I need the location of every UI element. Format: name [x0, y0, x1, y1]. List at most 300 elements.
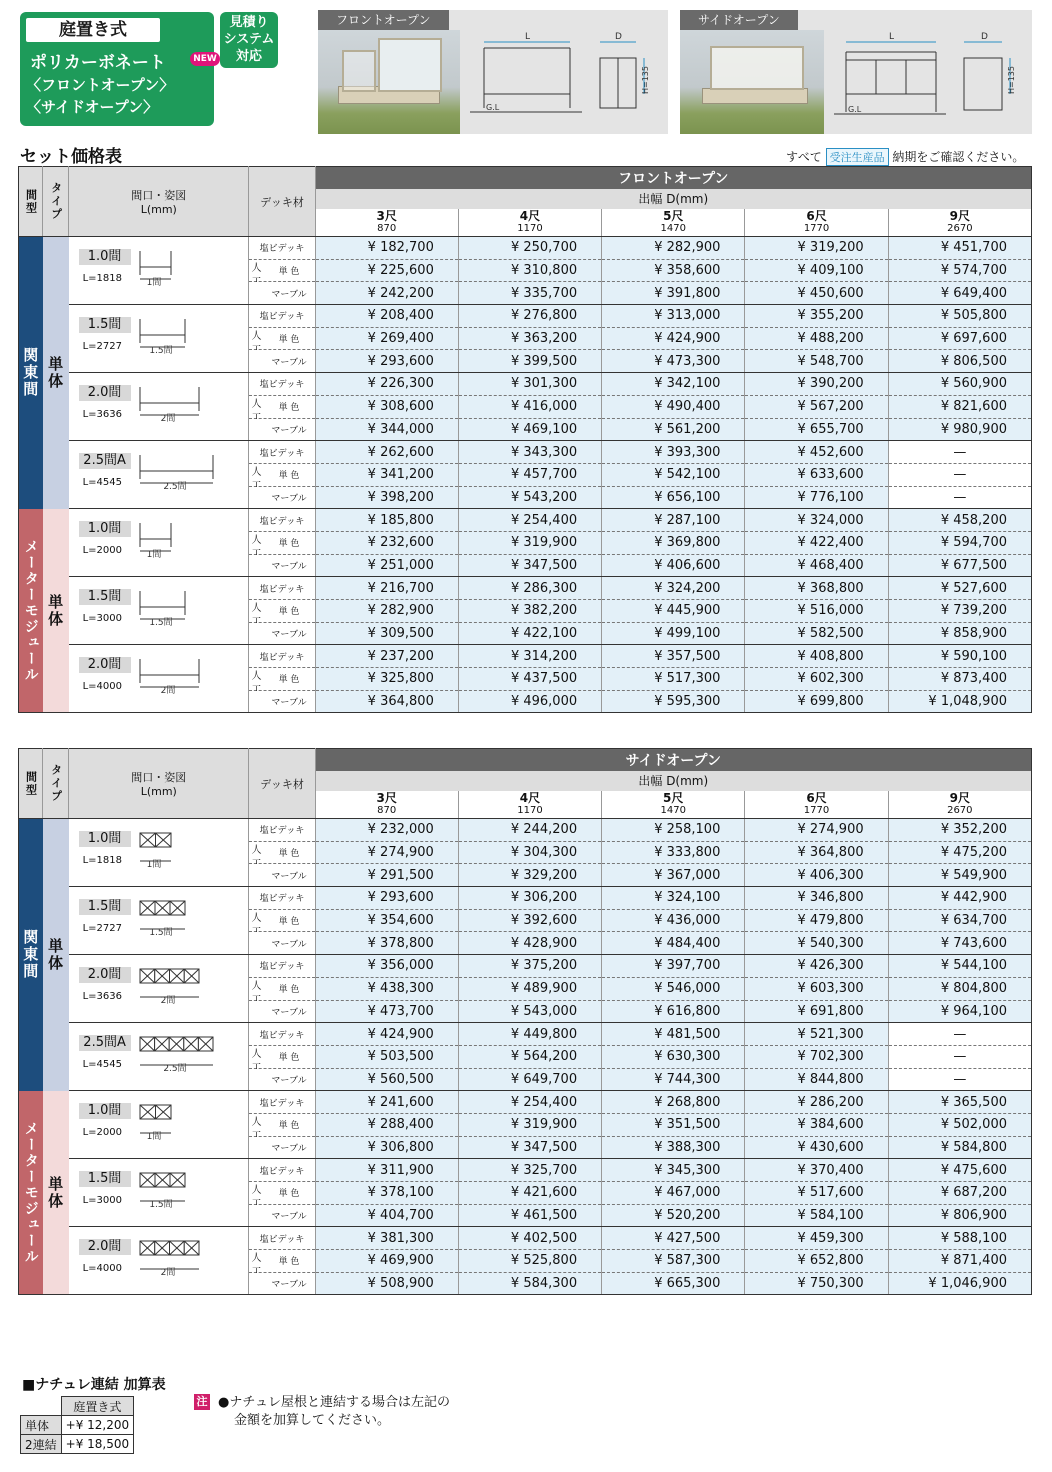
kantou-group: 関東間 — [19, 819, 43, 1091]
deck-single: 人 単 色 — [249, 259, 315, 282]
price-cell: ¥ 980,900 — [888, 418, 1031, 441]
price-cell: ¥ 424,900 — [602, 327, 745, 350]
deck-marble: マーブル — [249, 1272, 315, 1295]
price-cell: ¥ 282,900 — [315, 600, 458, 623]
price-cell: ¥ 634,700 — [888, 909, 1031, 932]
frontage-cell — [69, 373, 249, 441]
price-cell: ¥ 467,000 — [602, 1182, 745, 1205]
price-cell: ¥ 286,300 — [458, 577, 601, 600]
price-cell: ¥ 276,800 — [458, 305, 601, 328]
price-cell: ¥ 310,800 — [458, 259, 601, 282]
price-cell: ¥ 516,000 — [745, 600, 888, 623]
frontage-size: 1.5間 — [79, 317, 131, 333]
price-cell: ¥ 656,100 — [602, 486, 745, 509]
frontage-length: L=3000 — [82, 1195, 122, 1207]
price-cell: ¥ 325,700 — [458, 1159, 601, 1182]
price-cell: ¥ 595,300 — [602, 690, 745, 713]
frontage-cell — [69, 577, 249, 645]
price-cell: ¥ 481,500 — [602, 1023, 745, 1046]
svg-text:G.L: G.L — [486, 103, 500, 112]
deck-pvc: 塩ビデッキ — [249, 887, 315, 910]
price-cell: ¥ 335,700 — [458, 282, 601, 305]
price-cell: ¥ 459,300 — [745, 1227, 888, 1250]
price-cell: ¥ 461,500 — [458, 1204, 601, 1227]
price-cell: ¥ 488,200 — [745, 327, 888, 350]
price-cell: ¥ 232,600 — [315, 531, 458, 554]
price-cell: ¥ 406,300 — [745, 864, 888, 887]
price-cell: ¥ 449,800 — [458, 1023, 601, 1046]
price-cell: ¥ 364,800 — [315, 690, 458, 713]
price-cell: ¥ 502,000 — [888, 1113, 1031, 1136]
kengata-header: 間型 — [19, 167, 43, 237]
frontage-diagram-icon — [137, 1167, 195, 1211]
price-cell: ¥ 393,300 — [602, 441, 745, 464]
price-cell: ¥ 540,300 — [745, 932, 888, 955]
price-cell: ¥ 437,500 — [458, 668, 601, 691]
depth-col-2: 5尺 1470 — [602, 209, 745, 237]
price-cell: ¥ 564,200 — [458, 1045, 601, 1068]
price-cell: ¥ 286,200 — [745, 1091, 888, 1114]
price-cell: ¥ 520,200 — [602, 1204, 745, 1227]
price-cell: ¥ 378,100 — [315, 1182, 458, 1205]
price-cell: ¥ 655,700 — [745, 418, 888, 441]
price-cell: ¥ 489,900 — [458, 977, 601, 1000]
side-open-label: サイドオープン — [680, 10, 798, 30]
price-cell: ¥ 873,400 — [888, 668, 1031, 691]
price-cell: ¥ 342,100 — [602, 373, 745, 396]
frontage-cell — [69, 645, 249, 713]
svg-text:G.L: G.L — [848, 105, 862, 114]
svg-text:1間: 1間 — [146, 550, 161, 561]
deck-single: 人 単 色 — [249, 395, 315, 418]
price-cell: ¥ 237,200 — [315, 645, 458, 668]
price-cell: ¥ 288,400 — [315, 1113, 458, 1136]
deck-pvc: 塩ビデッキ — [249, 509, 315, 532]
price-cell: — — [888, 463, 1031, 486]
price-cell: — — [888, 1068, 1031, 1091]
depth-col-3: 6尺 1770 — [745, 209, 888, 237]
price-cell: ¥ 543,200 — [458, 486, 601, 509]
price-cell: ¥ 630,300 — [602, 1045, 745, 1068]
price-cell: ¥ 363,200 — [458, 327, 601, 350]
price-cell: — — [888, 1023, 1031, 1046]
price-cell: ¥ 964,100 — [888, 1000, 1031, 1023]
frontage-size: 1.5間 — [79, 1171, 131, 1187]
price-cell: ¥ 390,200 — [745, 373, 888, 396]
price-cell: ¥ 871,400 — [888, 1250, 1031, 1273]
price-cell: ¥ 602,300 — [745, 668, 888, 691]
frontage-diagram-icon — [137, 827, 181, 871]
price-cell: ¥ 397,700 — [602, 955, 745, 978]
front-open-label: フロントオープン — [318, 10, 449, 30]
price-cell: ¥ 469,100 — [458, 418, 601, 441]
price-cell: ¥ 291,500 — [315, 864, 458, 887]
side-open-photo — [680, 30, 824, 134]
price-cell: ¥ 699,800 — [745, 690, 888, 713]
price-cell: ¥ 388,300 — [602, 1136, 745, 1159]
type-header: タイプ — [43, 749, 69, 819]
frontage-length: L=2727 — [82, 341, 122, 353]
frontage-size: 1.0間 — [79, 249, 131, 265]
frontage-cell — [69, 1159, 249, 1227]
price-cell: ¥ 424,900 — [315, 1023, 458, 1046]
deck-marble: マーブル — [249, 690, 315, 713]
kantou-group: 関東間 — [19, 237, 43, 509]
deck-marble: マーブル — [249, 554, 315, 577]
price-cell: ¥ 274,900 — [745, 819, 888, 842]
side-open-diagram — [834, 30, 1032, 134]
deck-marble: マーブル — [249, 282, 315, 305]
badge-side: 〈サイドオープン〉 — [26, 98, 159, 116]
price-cell: ¥ 241,600 — [315, 1091, 458, 1114]
badge-title: 庭置き式 — [26, 18, 160, 42]
deck-marble: マーブル — [249, 350, 315, 373]
price-cell: ¥ 398,200 — [315, 486, 458, 509]
price-cell: ¥ 357,500 — [602, 645, 745, 668]
deck-marble: マーブル — [249, 1068, 315, 1091]
frontage-diagram-icon — [137, 517, 181, 561]
price-cell: ¥ 430,600 — [745, 1136, 888, 1159]
frontage-size: 2.5間A — [79, 453, 131, 469]
price-cell: ¥ 391,800 — [602, 282, 745, 305]
frontage-length: L=3636 — [82, 991, 122, 1003]
price-cell: ¥ 365,500 — [888, 1091, 1031, 1114]
price-cell: ¥ 806,500 — [888, 350, 1031, 373]
svg-text:1.5間: 1.5間 — [148, 928, 173, 939]
depth-col-2: 5尺 1470 — [602, 791, 745, 819]
price-cell: ¥ 665,300 — [602, 1272, 745, 1295]
frontage-length: L=1818 — [82, 273, 122, 284]
price-cell: ¥ 546,000 — [602, 977, 745, 1000]
deck-single: 人 単 色 — [249, 463, 315, 486]
price-cell: ¥ 324,100 — [602, 887, 745, 910]
price-cell: ¥ 587,300 — [602, 1250, 745, 1273]
addon-table: 庭置き式 単体 +¥ 12,200 2連結 +¥ 18,500 — [20, 1396, 134, 1454]
price-cell: ¥ 293,600 — [315, 887, 458, 910]
deck-single: 人 単 色 — [249, 841, 315, 864]
price-cell: ¥ 287,100 — [602, 509, 745, 532]
price-cell: ¥ 345,300 — [602, 1159, 745, 1182]
frontage-diagram-icon — [137, 1235, 209, 1279]
frontage-diagram-icon — [137, 963, 209, 1007]
addon-note: ●ナチュレ屋根と連結する場合は左記の 金額を加算してください。 — [218, 1395, 450, 1428]
deck-single: 人 単 色 — [249, 1182, 315, 1205]
deck-pvc: 塩ビデッキ — [249, 1159, 315, 1182]
deck-pvc: 塩ビデッキ — [249, 441, 315, 464]
addon-title: ■ナチュレ連結 加算表 — [22, 1377, 166, 1393]
deck-pvc: 塩ビデッキ — [249, 1227, 315, 1250]
price-cell: ¥ 739,200 — [888, 600, 1031, 623]
price-cell: ¥ 560,500 — [315, 1068, 458, 1091]
frontage-length: L=2727 — [82, 923, 122, 935]
price-cell: ¥ 445,900 — [602, 600, 745, 623]
tantai-meter: 単体 — [43, 509, 69, 713]
deck-marble: マーブル — [249, 622, 315, 645]
price-cell: ¥ 358,600 — [602, 259, 745, 282]
price-cell: ¥ 496,000 — [458, 690, 601, 713]
tantai-meter: 単体 — [43, 1091, 69, 1295]
deck-single: 人 単 色 — [249, 909, 315, 932]
deck-pvc: 塩ビデッキ — [249, 955, 315, 978]
price-cell: ¥ 806,900 — [888, 1204, 1031, 1227]
price-cell: ¥ 452,600 — [745, 441, 888, 464]
svg-text:H=135: H=135 — [641, 66, 650, 94]
price-cell: ¥ 603,300 — [745, 977, 888, 1000]
frontage-diagram-icon — [137, 1099, 181, 1143]
price-cell: ¥ 406,600 — [602, 554, 745, 577]
price-cell: ¥ 702,300 — [745, 1045, 888, 1068]
svg-text:1間: 1間 — [146, 278, 161, 288]
section-title: セット価格表 — [20, 147, 122, 167]
price-cell: ¥ 354,600 — [315, 909, 458, 932]
deck-header: デッキ材 — [249, 749, 315, 819]
deck-pvc: 塩ビデッキ — [249, 577, 315, 600]
svg-text:1.5間: 1.5間 — [148, 1200, 173, 1211]
type-header: タイプ — [43, 167, 69, 237]
frontage-length: L=3636 — [82, 409, 122, 421]
svg-text:D: D — [981, 32, 988, 42]
frontage-cell — [69, 305, 249, 373]
price-cell: ¥ 364,800 — [745, 841, 888, 864]
frontage-cell — [69, 955, 249, 1023]
deck-header: デッキ材 — [249, 167, 315, 237]
front-open-diagram — [470, 30, 668, 134]
front-open-price-table — [18, 166, 1032, 713]
frontage-size: 1.0間 — [79, 831, 131, 847]
price-cell: ¥ 258,100 — [602, 819, 745, 842]
svg-text:L: L — [889, 32, 895, 42]
price-cell: ¥ 262,600 — [315, 441, 458, 464]
price-cell: ¥ 304,300 — [458, 841, 601, 864]
price-cell: ¥ 543,000 — [458, 1000, 601, 1023]
price-cell: ¥ 208,400 — [315, 305, 458, 328]
price-cell: ¥ 549,900 — [888, 864, 1031, 887]
price-cell: ¥ 697,600 — [888, 327, 1031, 350]
frontage-length: L=4000 — [82, 1263, 122, 1275]
deck-single: 人 単 色 — [249, 1113, 315, 1136]
price-cell: ¥ 306,200 — [458, 887, 601, 910]
svg-text:1.5間: 1.5間 — [148, 618, 173, 629]
deck-marble: マーブル — [249, 1000, 315, 1023]
price-cell: ¥ 450,600 — [745, 282, 888, 305]
deck-single: 人 単 色 — [249, 531, 315, 554]
price-cell: ¥ 542,100 — [602, 463, 745, 486]
badge-front: 〈フロントオープン〉 — [26, 76, 175, 94]
svg-text:D: D — [615, 32, 622, 42]
price-cell: ¥ 384,600 — [745, 1113, 888, 1136]
deck-single: 人 単 色 — [249, 327, 315, 350]
price-cell: ¥ 858,900 — [888, 622, 1031, 645]
price-cell: ¥ 422,400 — [745, 531, 888, 554]
frontage-header: 間口・姿図 L(mm) — [69, 749, 249, 819]
price-cell: ¥ 226,300 — [315, 373, 458, 396]
deck-single: 人 単 色 — [249, 1045, 315, 1068]
price-cell: ¥ 544,100 — [888, 955, 1031, 978]
price-cell: ¥ 404,700 — [315, 1204, 458, 1227]
front-open-photo — [318, 30, 460, 134]
price-cell: ¥ 242,200 — [315, 282, 458, 305]
price-cell: ¥ 378,800 — [315, 932, 458, 955]
deck-pvc: 塩ビデッキ — [249, 1091, 315, 1114]
svg-text:2間: 2間 — [160, 414, 175, 425]
depth-col-0: 3尺 870 — [315, 209, 458, 237]
frontage-size: 2.0間 — [79, 1239, 131, 1255]
price-cell: ¥ 442,900 — [888, 887, 1031, 910]
price-cell: ¥ 428,900 — [458, 932, 601, 955]
deck-pvc: 塩ビデッキ — [249, 819, 315, 842]
kengata-header: 間型 — [19, 749, 43, 819]
price-cell: ¥ 416,000 — [458, 395, 601, 418]
price-cell: ¥ 436,000 — [602, 909, 745, 932]
price-cell: ¥ 381,300 — [315, 1227, 458, 1250]
price-cell: ¥ 508,900 — [315, 1272, 458, 1295]
price-cell: ¥ 438,300 — [315, 977, 458, 1000]
price-cell: ¥ 370,400 — [745, 1159, 888, 1182]
price-cell: ¥ 368,800 — [745, 577, 888, 600]
frontage-size: 2.5間A — [79, 1035, 131, 1051]
price-cell: ¥ 584,800 — [888, 1136, 1031, 1159]
price-cell: ¥ 347,500 — [458, 1136, 601, 1159]
price-cell: ¥ 250,700 — [458, 237, 601, 260]
price-cell: ¥ 369,800 — [602, 531, 745, 554]
price-cell: ¥ 375,200 — [458, 955, 601, 978]
price-cell: ¥ 1,048,900 — [888, 690, 1031, 713]
frontage-length: L=3000 — [82, 613, 122, 625]
frontage-length: L=4545 — [82, 477, 122, 489]
frontage-header: 間口・姿図 L(mm) — [69, 167, 249, 237]
svg-text:2間: 2間 — [160, 1268, 175, 1279]
deck-single: 人 単 色 — [249, 977, 315, 1000]
tantai-kantou: 単体 — [43, 237, 69, 509]
svg-text:1.5間: 1.5間 — [148, 346, 173, 357]
price-cell: ¥ 1,046,900 — [888, 1272, 1031, 1295]
price-cell: ¥ 306,800 — [315, 1136, 458, 1159]
deck-marble: マーブル — [249, 864, 315, 887]
product-badge — [20, 12, 217, 126]
price-cell: ¥ 821,600 — [888, 395, 1031, 418]
price-cell: ¥ 426,300 — [745, 955, 888, 978]
deck-marble: マーブル — [249, 1136, 315, 1159]
deck-marble: マーブル — [249, 418, 315, 441]
frontage-length: L=2000 — [82, 545, 122, 557]
price-cell: ¥ 584,100 — [745, 1204, 888, 1227]
frontage-length: L=2000 — [82, 1127, 122, 1139]
price-cell: ¥ 293,600 — [315, 350, 458, 373]
frontage-diagram-icon — [137, 1031, 223, 1075]
frontage-cell — [69, 1227, 249, 1295]
frontage-cell — [69, 819, 249, 887]
frontage-size: 2.0間 — [79, 385, 131, 401]
price-cell: ¥ 313,000 — [602, 305, 745, 328]
price-cell: ¥ 309,500 — [315, 622, 458, 645]
front-open-panel — [318, 10, 668, 134]
price-cell: ¥ 343,300 — [458, 441, 601, 464]
price-cell: ¥ 319,900 — [458, 531, 601, 554]
price-cell: ¥ 311,900 — [315, 1159, 458, 1182]
price-cell: ¥ 254,400 — [458, 509, 601, 532]
deck-pvc: 塩ビデッキ — [249, 305, 315, 328]
price-cell: ¥ 329,200 — [458, 864, 601, 887]
price-cell: ¥ 804,800 — [888, 977, 1031, 1000]
price-cell: ¥ 319,900 — [458, 1113, 601, 1136]
price-cell: ¥ 427,500 — [602, 1227, 745, 1250]
price-cell: ¥ 499,100 — [602, 622, 745, 645]
price-cell: ¥ 182,700 — [315, 237, 458, 260]
price-cell: ¥ 268,800 — [602, 1091, 745, 1114]
deck-pvc: 塩ビデッキ — [249, 1023, 315, 1046]
price-cell: ¥ 567,200 — [745, 395, 888, 418]
price-cell: ¥ 517,600 — [745, 1182, 888, 1205]
price-cell: ¥ 590,100 — [888, 645, 1031, 668]
price-cell: ¥ 399,500 — [458, 350, 601, 373]
frontage-length: L=4545 — [82, 1059, 122, 1071]
frontage-diagram-icon — [137, 653, 209, 697]
price-cell: — — [888, 486, 1031, 509]
price-cell: ¥ 594,700 — [888, 531, 1031, 554]
frontage-cell — [69, 441, 249, 509]
price-cell: — — [888, 1045, 1031, 1068]
depth-col-4: 9尺 2670 — [888, 209, 1031, 237]
side-open-price-table — [18, 748, 1032, 1295]
made-to-order-tag: 受注生産品 — [826, 148, 889, 166]
price-cell: ¥ 244,200 — [458, 819, 601, 842]
price-cell: ¥ 743,600 — [888, 932, 1031, 955]
price-cell: ¥ 282,900 — [602, 237, 745, 260]
price-cell: ¥ 216,700 — [315, 577, 458, 600]
deck-pvc: 塩ビデッキ — [249, 237, 315, 260]
price-cell: ¥ 468,400 — [745, 554, 888, 577]
price-cell: ¥ 408,800 — [745, 645, 888, 668]
table-title: サイドオープン — [315, 749, 1031, 771]
svg-text:2間: 2間 — [160, 996, 175, 1007]
price-cell: ¥ 324,200 — [602, 577, 745, 600]
price-cell: ¥ 351,500 — [602, 1113, 745, 1136]
deck-marble: マーブル — [249, 486, 315, 509]
price-cell: ¥ 473,700 — [315, 1000, 458, 1023]
price-cell: ¥ 457,700 — [458, 463, 601, 486]
price-cell: ¥ 308,600 — [315, 395, 458, 418]
frontage-diagram-icon — [137, 895, 195, 939]
frontage-diagram-icon — [137, 449, 223, 493]
estimate-badge: 見積り システム 対応 — [220, 12, 278, 68]
frontage-cell — [69, 887, 249, 955]
price-cell: ¥ 225,600 — [315, 259, 458, 282]
price-cell: — — [888, 441, 1031, 464]
svg-text:L: L — [525, 32, 531, 42]
side-open-panel — [680, 10, 1032, 134]
deck-single: 人 単 色 — [249, 600, 315, 623]
deck-marble: マーブル — [249, 1204, 315, 1227]
price-cell: ¥ 652,800 — [745, 1250, 888, 1273]
price-cell: ¥ 503,500 — [315, 1045, 458, 1068]
svg-text:2間: 2間 — [160, 686, 175, 697]
price-cell: ¥ 473,300 — [602, 350, 745, 373]
price-cell: ¥ 344,000 — [315, 418, 458, 441]
depth-col-0: 3尺 870 — [315, 791, 458, 819]
price-cell: ¥ 561,200 — [602, 418, 745, 441]
price-cell: ¥ 744,300 — [602, 1068, 745, 1091]
frontage-diagram-icon — [137, 245, 181, 289]
price-cell: ¥ 475,600 — [888, 1159, 1031, 1182]
deck-pvc: 塩ビデッキ — [249, 645, 315, 668]
price-cell: ¥ 346,800 — [745, 887, 888, 910]
frontage-size: 1.5間 — [79, 899, 131, 915]
price-cell: ¥ 382,200 — [458, 600, 601, 623]
depth-col-1: 4尺 1170 — [458, 209, 601, 237]
price-cell: ¥ 479,800 — [745, 909, 888, 932]
price-cell: ¥ 548,700 — [745, 350, 888, 373]
frontage-length: L=4000 — [82, 681, 122, 693]
